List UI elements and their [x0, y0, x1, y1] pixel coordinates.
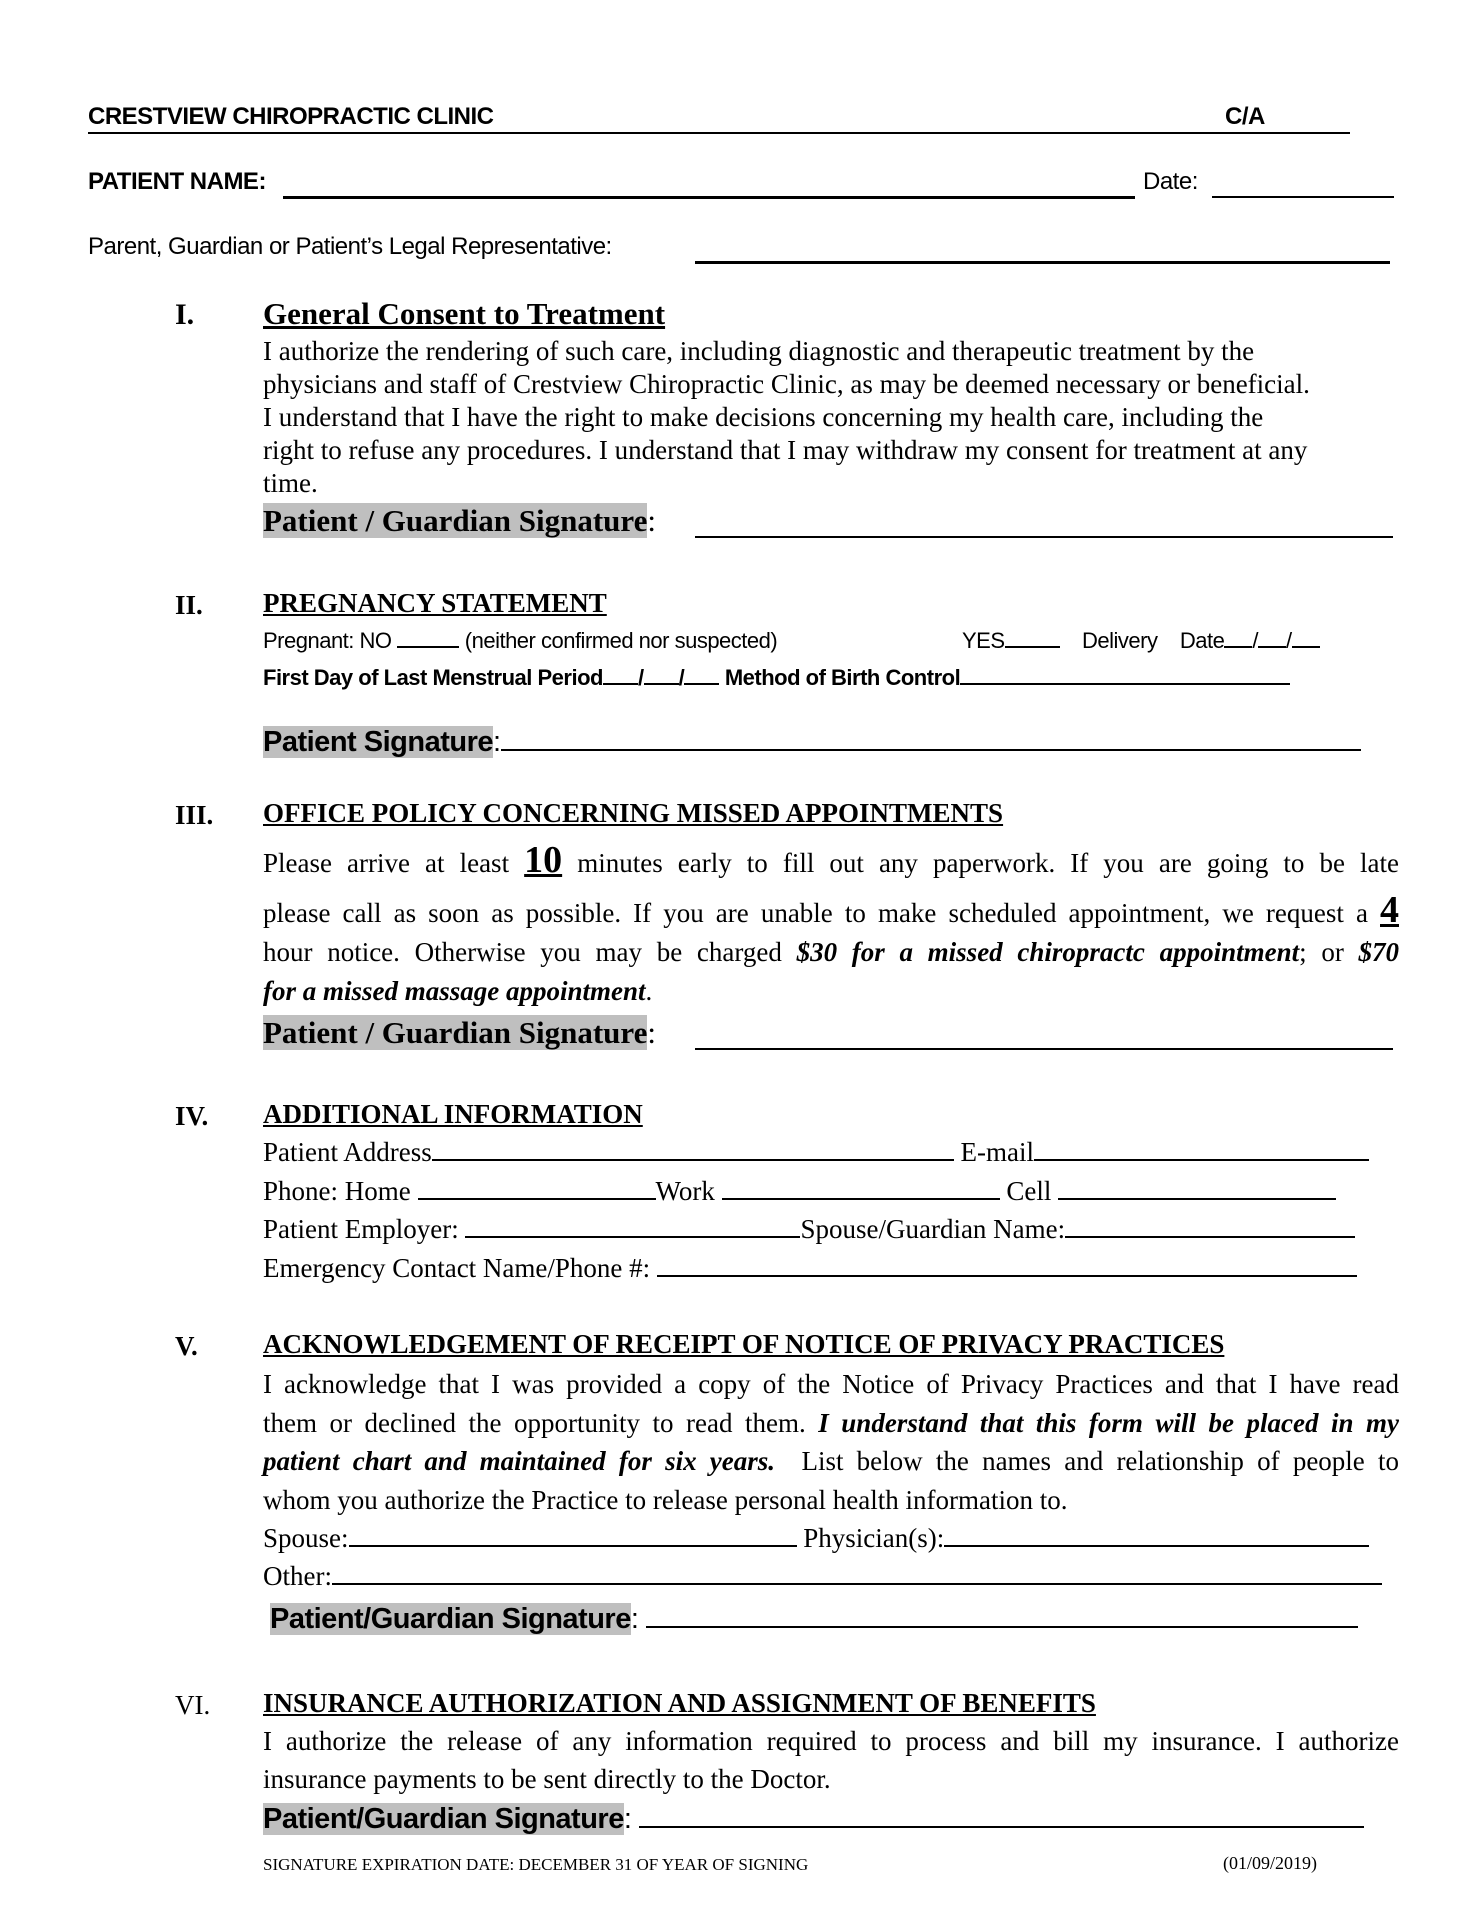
signature-label: Patient Signature — [263, 726, 493, 758]
delivery-day[interactable] — [1258, 646, 1286, 648]
signature-field[interactable] — [646, 1626, 1358, 1628]
body-line: for a missed massage appointment. — [263, 976, 653, 1006]
signature-field[interactable] — [501, 749, 1361, 751]
no-field[interactable] — [397, 646, 459, 648]
clinic-name: CRESTVIEW CHIROPRACTIC CLINIC — [88, 103, 494, 130]
section-title: ADDITIONAL INFORMATION — [263, 1099, 643, 1129]
signature-label: Patient / Guardian Signature — [263, 503, 648, 538]
pregnant-row: Pregnant: NO (neither confirmed nor suspected) — [263, 628, 778, 653]
work-phone-field[interactable] — [722, 1198, 1000, 1200]
ca-label: C/A — [1225, 103, 1265, 130]
body-line: please call as soon as possible. If you are unable to make scheduled appointment, we request a 4 — [263, 889, 1399, 931]
signature-row: Patient / Guardian Signature: — [263, 1015, 657, 1050]
patient-name-label: PATIENT NAME: — [88, 168, 266, 195]
emergency-row: Emergency Contact Name/Phone #: — [263, 1253, 1357, 1284]
lmp-row: First Day of Last Menstrual Period / / Method of Birth Control — [263, 665, 1290, 691]
emergency-field[interactable] — [657, 1275, 1357, 1277]
section-title: General Consent to Treatment — [263, 296, 666, 331]
section-numeral: II. — [175, 590, 203, 620]
phone-row: Phone: Home Work Cell — [263, 1176, 1336, 1207]
body-line: Please arrive at least 10 minutes early to fill out any paperwork. If you are going to be late — [263, 839, 1399, 881]
body-line: I acknowledge that I was provided a copy of the Notice of Privacy Practices and that I have read — [263, 1369, 1399, 1399]
section-numeral: I. — [175, 298, 195, 331]
body-line: time. — [263, 468, 318, 498]
signature-field[interactable] — [695, 1048, 1393, 1050]
signature-field[interactable] — [695, 536, 1393, 538]
email-field[interactable] — [1034, 1159, 1369, 1161]
section-title: INSURANCE AUTHORIZATION AND ASSIGNMENT OF BENEFITS — [263, 1688, 1096, 1718]
yes-field[interactable] — [1005, 646, 1060, 648]
lmp-month[interactable] — [603, 683, 638, 685]
revision-date: (01/09/2019) — [1223, 1853, 1317, 1873]
signature-row: Patient/Guardian Signature: — [263, 1803, 1364, 1836]
body-line: I authorize the release of any information required to process and bill my insurance. I authorize — [263, 1726, 1399, 1756]
release-row: Spouse: Physician(s): — [263, 1523, 1369, 1554]
notice-hours-value: 4 — [1380, 889, 1399, 931]
signature-label: Patient/Guardian Signature — [263, 1803, 624, 1835]
other-row: Other: — [263, 1561, 1382, 1592]
release-spouse-field[interactable] — [349, 1545, 797, 1547]
body-line: I authorize the rendering of such care, including diagnostic and therapeutic treatment by the — [263, 336, 1255, 366]
section-numeral: V. — [175, 1331, 198, 1361]
section-numeral: IV. — [175, 1101, 209, 1131]
body-line: physicians and staff of Crestview Chiropractic Clinic, as may be deemed necessary or beneficial. — [263, 369, 1310, 399]
ca-field[interactable] — [1265, 132, 1350, 134]
address-row: Patient Address E-mail — [263, 1137, 1369, 1168]
signature-row: Patient / Guardian Signature: — [263, 503, 657, 538]
section-title: ACKNOWLEDGEMENT OF RECEIPT OF NOTICE OF PRIVACY PRACTICES — [263, 1329, 1225, 1359]
signature-field[interactable] — [639, 1826, 1364, 1828]
employer-row: Patient Employer: Spouse/Guardian Name: — [263, 1214, 1355, 1245]
date-label: Date: — [1143, 168, 1198, 195]
signature-row: Patient Signature: — [263, 726, 1361, 759]
delivery-month[interactable] — [1224, 646, 1252, 648]
section-numeral: VI. — [175, 1690, 211, 1720]
employer-field[interactable] — [465, 1236, 800, 1238]
cell-phone-field[interactable] — [1058, 1198, 1336, 1200]
body-line: right to refuse any procedures. I understand that I may withdraw my consent for treatment at any — [263, 435, 1308, 465]
minutes-early-value: 10 — [524, 839, 563, 881]
section-title: PREGNANCY STATEMENT — [263, 588, 607, 618]
date-field[interactable] — [1212, 196, 1394, 198]
home-phone-field[interactable] — [418, 1198, 656, 1200]
lmp-day[interactable] — [644, 683, 679, 685]
spouse-field[interactable] — [1065, 1236, 1355, 1238]
representative-label: Parent, Guardian or Patient’s Legal Representative: — [88, 233, 612, 260]
address-field[interactable] — [432, 1159, 954, 1161]
release-physician-field[interactable] — [944, 1545, 1369, 1547]
expiration-note: SIGNATURE EXPIRATION DATE: DECEMBER 31 OF YEAR OF SIGNING — [263, 1855, 809, 1874]
header-rule — [88, 132, 1350, 134]
body-line: patient chart and maintained for six years. List below the names and relationship of people to — [263, 1446, 1399, 1476]
body-line: I understand that I have the right to make decisions concerning my health care, including the — [263, 402, 1264, 432]
section-title: OFFICE POLICY CONCERNING MISSED APPOINTMENTS — [263, 798, 1004, 828]
body-line: hour notice. Otherwise you may be charged $30 for a missed chiropractc appointment; or $70 — [263, 937, 1400, 967]
representative-field[interactable] — [695, 261, 1390, 264]
body-line: them or declined the opportunity to read them. I understand that this form will be placed in my — [263, 1408, 1399, 1438]
delivery-year[interactable] — [1292, 646, 1320, 648]
body-line: insurance payments to be sent directly to the Doctor. — [263, 1764, 831, 1794]
patient-name-field[interactable] — [283, 196, 1135, 199]
release-other-field[interactable] — [332, 1583, 1382, 1585]
lmp-year[interactable] — [684, 683, 719, 685]
signature-label: Patient/Guardian Signature — [270, 1603, 631, 1635]
section-numeral: III. — [175, 800, 214, 830]
signature-row: Patient/Guardian Signature: — [270, 1603, 1358, 1636]
yes-row: YES Delivery Date / / — [962, 628, 1320, 654]
signature-label: Patient / Guardian Signature — [263, 1015, 648, 1050]
birth-control-field[interactable] — [960, 683, 1290, 685]
body-line: whom you authorize the Practice to release personal health information to. — [263, 1485, 1068, 1515]
